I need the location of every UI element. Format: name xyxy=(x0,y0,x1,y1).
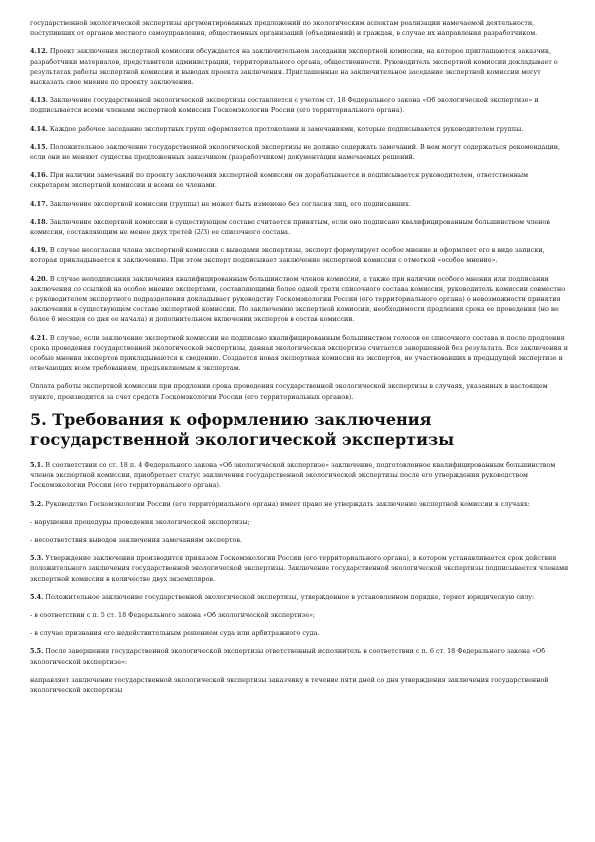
paragraph-number: 5.5. xyxy=(30,647,44,656)
paragraph xyxy=(30,675,569,695)
paragraph xyxy=(30,170,569,190)
paragraph xyxy=(30,499,569,509)
paragraph-text: Проект заключения экспертной комиссии обсуждается на заключительном заседании экспертной комиссии, на которое приглашаются заказчик, разработчики материалов, представители администрации, территориального органа, общественности. Руководитель экспертной комиссии докладывает о результатах работы экспертной комиссии и выводах проекта заключения. Приглашенные на заключительное заседание экспертной комиссии могут высказать свое мнение по проекту заключения. xyxy=(30,47,558,87)
paragraph-number: 4.21. xyxy=(30,333,48,342)
section-4-paragraphs xyxy=(30,18,569,402)
paragraph xyxy=(30,274,569,325)
paragraph-text: В случае, если заключение экспертной комиссии не подписано квалифицированным большинством голосов ее списочного состава и после продления срока проведения государственной экологической экспертизы, данная экологическая экспертиза считается завершенной без результата. Все заключения и особые мнения экспертов прикладываются к сведению. Создается новая экспертная комиссия из экспертов, не участвовавших в предыдущей экспертизе и отвечающих всем требованиям, предъявляемым к экспертам. xyxy=(30,333,568,373)
paragraph xyxy=(30,217,569,237)
paragraph-text: - в соответствии с п. 5 ст. 18 Федерального закона «Об экологической экспертизе»; xyxy=(30,610,316,619)
paragraph-text: направляет заключение государственной экологической экспертизы заказчику в течение пяти дней со дня утверждения заключения государственной экологической экспертизы xyxy=(30,675,549,694)
paragraph-number: 4.17. xyxy=(30,199,48,208)
section-5-paragraphs xyxy=(30,460,569,695)
paragraph xyxy=(30,245,569,265)
paragraph-text: Положительное заключение государственной экологической экспертизы не должно содержать замечаний. В нем могут содержаться рекомендации, если они не меняют существа предложенных заказчиком (разработчиком) документации намечаемых решений. xyxy=(30,142,560,162)
paragraph-number: 5.1. xyxy=(30,460,44,469)
paragraph-text: Положительное заключение государственной экологической экспертизы, утвержденное в установленном порядке, теряет юридическую силу: xyxy=(45,592,535,601)
paragraph-text: Заключение экспертной комиссии (группы) не может быть изменено без согласия лиц, его подписавших. xyxy=(49,199,411,208)
paragraph-text: - в случае признания его недействительным решением суда или арбитражного суда. xyxy=(30,629,320,638)
paragraph-number: 5.2. xyxy=(30,499,44,508)
paragraph-text: государственной экологической экспертизы аргументированных предложений по экологическим аспектам реализации намечаемой деятельности, поступивших от органов местного самоуправления, общественных организаций (объединений) и граждан, в случае их направления разработчиком. xyxy=(30,19,538,38)
paragraph-number: 4.15. xyxy=(30,142,48,151)
paragraph-text: При наличии замечаний по проекту заключения экспертной комиссии он дорабатывается и подписывается руководителем, ответственным секретарем экспертной комиссии и всеми ее членами. xyxy=(30,171,529,190)
paragraph-number: 4.18. xyxy=(30,217,48,226)
paragraph xyxy=(30,46,569,87)
paragraph-number: 4.16. xyxy=(30,171,48,180)
paragraph-text: После завершения государственной экологической экспертизы ответственный исполнитель в соответствии с п. 6 ст. 18 Федерального закона «Об экологической экспертизе»: xyxy=(30,647,546,666)
paragraph-text: Оплата работы экспертной комиссии при продлении срока проведения государственной экологической экспертизы в случаях, указанных в настоящем пункте, производится за счет средств Госкомэкологии России (его территориальных органов). xyxy=(30,382,548,401)
paragraph-number: 4.14. xyxy=(30,124,48,133)
paragraph xyxy=(30,18,569,38)
paragraph-text: Утверждение заключения производится приказом Госкомэкологии России (его территориального органа), в котором устанавливается срок действия положительного заключения государственной экологической экспертизы. Заключение государственной экологической экспертизы подписывается членами экспертной комиссии в количестве двух экземпляров. xyxy=(30,554,569,583)
paragraph-text: Руководство Госкомэкологии России (его территориального органа) имеет право не утверждать заключение экспертной комиссии в случаях: xyxy=(45,499,530,508)
paragraph xyxy=(30,646,569,666)
paragraph-text: Заключение государственной экологической экспертизы составляется с учетом ст. 18 Федерального закона «Об экологической экспертизе» и подписывается всеми членами экспертной комиссии Госкомэкологии России (его территориального органа). xyxy=(30,96,539,115)
paragraph-text: - нарушения процедуры проведения экологической экспертизы; xyxy=(30,517,250,526)
paragraph-text: Заключение экспертной комиссии в существующем составе считается принятым, если оно подписано квалифицированным большинством членов комиссии, составляющим не менее двух третей (2/3) ее списочного состава. xyxy=(30,217,550,237)
paragraph xyxy=(30,460,569,491)
paragraph-number: 5.3. xyxy=(30,554,44,563)
paragraph-text: В случае несогласия члена экспертной комиссии с выводами экспертизы, эксперт формулирует особое мнение и оформляет его в виде записки, которая прикладывается к заключению. При этом эксперт подписывает заключение экспертной комиссии с отметкой «особое мнение». xyxy=(30,246,545,265)
paragraph-text: В случае неподписания заключения квалифицированным большинством членов комиссии, а также при наличии особого мнения или подписании заключения со ссылкой на особое мнение экспертами, составляющими более одной трети списочного состава комиссии, руководитель комиссии совместно с руководителем экспертного подразделения докладывает руководству Госкомэкологии России (его территориального органа) о невозможности принятия заключения в существующем составе экспертной комиссии. По заключению экспертной комиссии, необходимости продления срока ее проведения (но не более 6 месяцев со дня ее начала) и дополнительном включении экспертов в состав комиссии. xyxy=(30,274,566,324)
paragraph xyxy=(30,517,569,527)
paragraph xyxy=(30,610,569,620)
paragraph xyxy=(30,535,569,545)
paragraph-text: - несоответствия выводов заключения замечаниям экспертов. xyxy=(30,535,242,544)
paragraph-number: 4.20. xyxy=(30,274,48,283)
paragraph-number: 4.12. xyxy=(30,47,48,56)
paragraph-number: 5.4. xyxy=(30,592,44,601)
paragraph xyxy=(30,553,569,584)
paragraph xyxy=(30,142,569,162)
paragraph xyxy=(30,381,569,401)
paragraph-text: Каждое рабочее заседание экспертных групп оформляется протоколами и замечаниями, которые подписываются руководителем группы. xyxy=(49,124,524,133)
paragraph xyxy=(30,592,569,602)
paragraph xyxy=(30,628,569,638)
paragraph-number: 4.19. xyxy=(30,246,48,255)
paragraph xyxy=(30,95,569,115)
paragraph xyxy=(30,333,569,374)
paragraph-number: 4.13. xyxy=(30,96,48,105)
paragraph-text: В соответствии со ст. 18 п. 4 Федерального закона «Об экологической экспертизе» заключение, подготовленное квалифицированным большинством членов экспертной комиссии, приобретает статус заключения государственной экологической экспертизы после его утверждения руководством Госкомэкологии России (его территориального органа). xyxy=(30,460,556,490)
paragraph xyxy=(30,124,569,134)
section-heading: 5. Требования к оформлению заключения государственной экологической экспертизы xyxy=(30,409,455,449)
paragraph xyxy=(30,199,569,209)
